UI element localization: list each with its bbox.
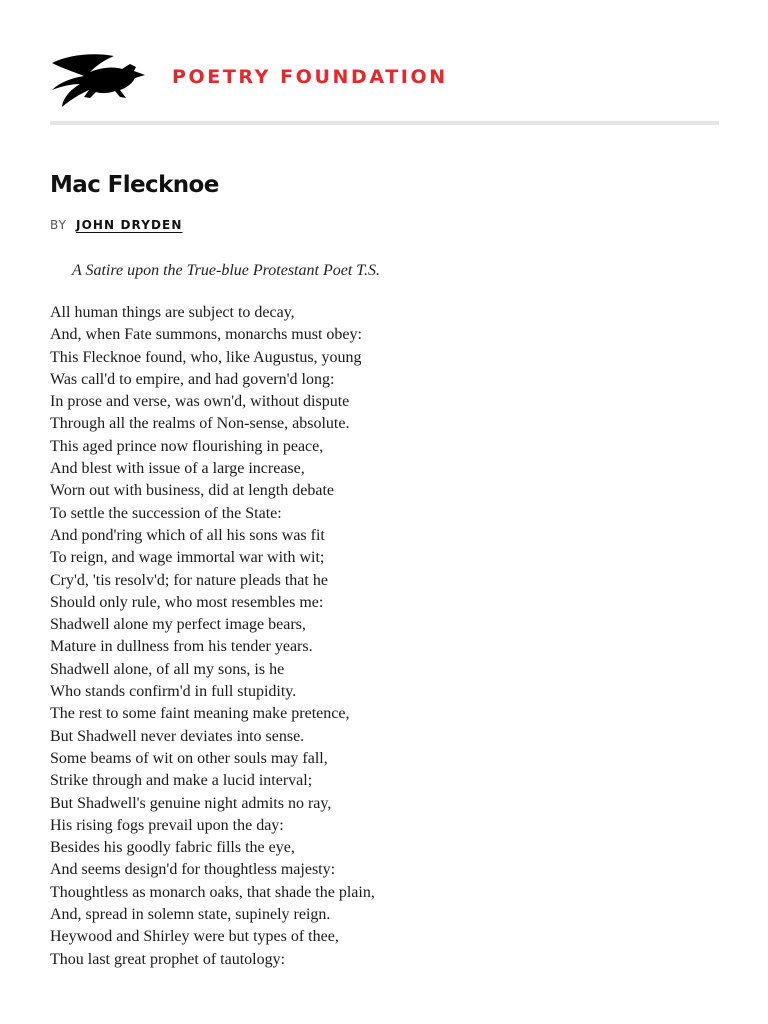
poem-line: Mature in dullness from his tender years. xyxy=(50,638,313,656)
poem-line: Thoughtless as monarch oaks, that shade the plain, xyxy=(50,883,375,901)
poem-line: To settle the succession of the State: xyxy=(50,504,282,522)
poem-line: Shadwell alone my perfect image bears, xyxy=(50,616,306,634)
poem-title: Mac Flecknoe xyxy=(50,172,219,198)
poem-body xyxy=(50,302,375,971)
poem-line: Heywood and Shirley were but types of thee, xyxy=(50,928,339,946)
byline xyxy=(50,218,183,232)
poem-line: And, spread in solemn state, supinely reign. xyxy=(50,906,331,924)
poem-line: In prose and verse, was own'd, without dispute xyxy=(50,393,350,411)
poem-line: And seems design'd for thoughtless majesty: xyxy=(50,861,336,879)
poem-line: This aged prince now flourishing in peace, xyxy=(50,437,324,455)
byline-label: BY xyxy=(50,218,68,232)
poem-subtitle: A Satire upon the True-blue Protestant Poet T.S. xyxy=(72,262,380,279)
poem-line: And blest with issue of a large increase, xyxy=(50,460,305,478)
poem-line: Cry'd, 'tis resolv'd; for nature pleads that he xyxy=(50,571,328,589)
poem-line: But Shadwell never deviates into sense. xyxy=(50,727,305,745)
poem-line: Who stands confirm'd in full stupidity. xyxy=(50,683,297,701)
poem-line: The rest to some faint meaning make pretence, xyxy=(50,705,350,723)
poem-line: But Shadwell's genuine night admits no ray, xyxy=(50,794,332,812)
site-header xyxy=(50,46,720,114)
pegasus-bird-icon[interactable] xyxy=(50,50,146,110)
brand-name[interactable]: POETRY FOUNDATION xyxy=(172,66,448,88)
poem-line: Was call'd to empire, and had govern'd long: xyxy=(50,370,335,388)
poem-line: To reign, and wage immortal war with wit; xyxy=(50,549,325,567)
header-divider xyxy=(50,121,719,125)
poem-line: Shadwell alone, of all my sons, is he xyxy=(50,660,285,678)
poem-line: Some beams of wit on other souls may fall, xyxy=(50,749,328,767)
poem-line: His rising fogs prevail upon the day: xyxy=(50,816,284,834)
poem-line: Strike through and make a lucid interval; xyxy=(50,772,313,790)
poem-line: And pond'ring which of all his sons was fit xyxy=(50,526,325,544)
poem-line: This Flecknoe found, who, like Augustus, young xyxy=(50,348,362,366)
author-link[interactable]: JOHN DRYDEN xyxy=(76,218,183,232)
poem-line: Should only rule, who most resembles me: xyxy=(50,593,324,611)
poem-line: Thou last great prophet of tautology: xyxy=(50,950,286,968)
poem-line: All human things are subject to decay, xyxy=(50,304,295,321)
poem-line: Through all the realms of Non-sense, absolute. xyxy=(50,415,350,433)
poem-line: And, when Fate summons, monarchs must obey: xyxy=(50,326,362,344)
poem-line: Worn out with business, did at length debate xyxy=(50,482,334,500)
poem-line: Besides his goodly fabric fills the eye, xyxy=(50,839,295,857)
